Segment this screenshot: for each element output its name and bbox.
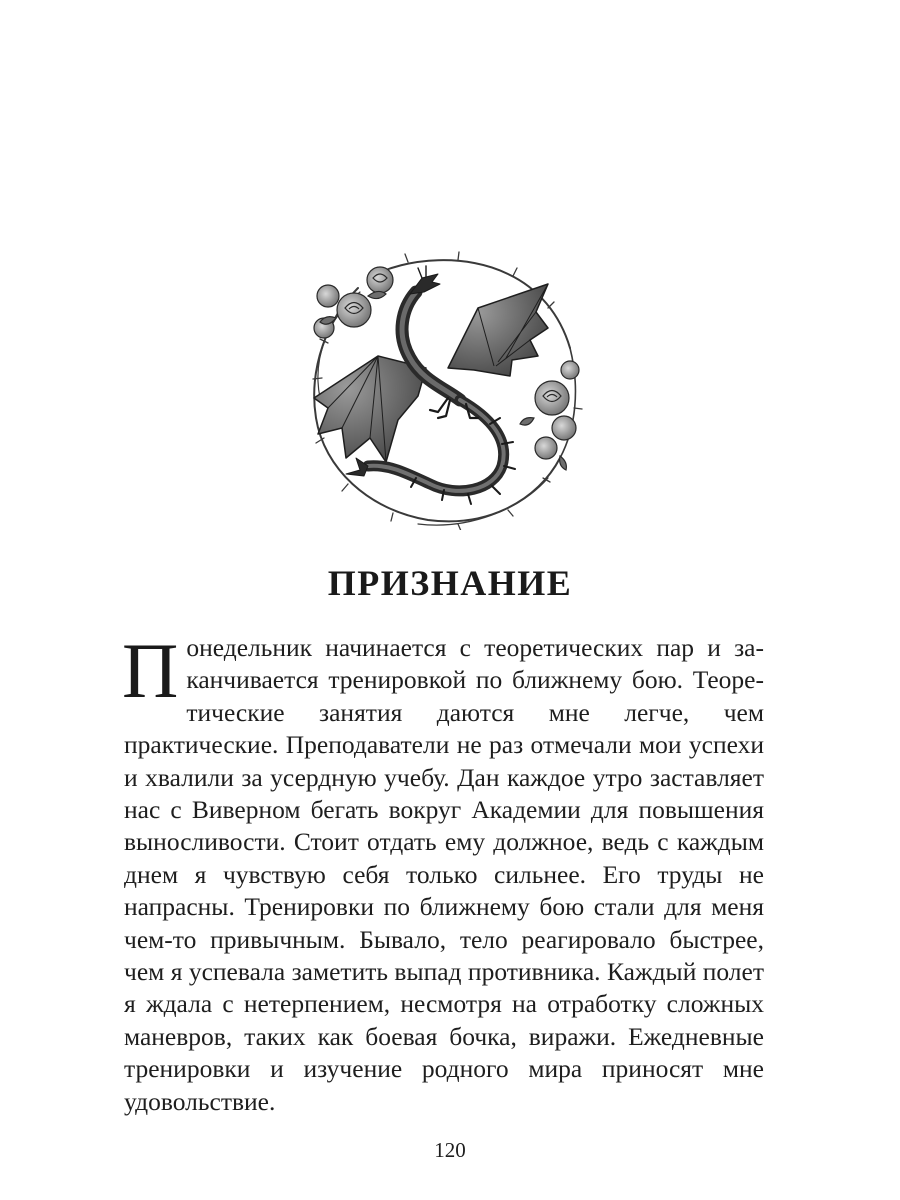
- drop-cap: П: [122, 627, 179, 714]
- dragon-rose-wreath-icon: [298, 248, 590, 530]
- paragraph-text: онедельник начинается с теоретических пар и заканчивается тренировкой по ближнему бою. Теоретические занятия даются мне легче, чем практические. Преподаватели не раз отмечали мои успехи и хвалили за усердную учебу. Дан каждое утро заставляет нас с Виверном бегать вокруг Академии для повышения выносливости. Стоит отдать ему должное, ведь с каждым днем я чувствую себя только сильнее. Его труды не напрасны. Тренировки по ближнему бою стали для меня чем-то привычным. Бывало, тело реагировало быстрее, чем я успевала заметить выпад противника. Каждый полет я ждала с нетерпением, несмотря на отработку сложных маневров, таких как боевая бочка, виражи. Ежедневные тренировки и изучение родного мира приносят мне удовольствие.: [124, 633, 764, 1116]
- chapter-title: ПРИЗНАНИЕ: [327, 563, 573, 603]
- page-number: 120: [434, 1138, 466, 1162]
- body-paragraph: [122, 627, 764, 1118]
